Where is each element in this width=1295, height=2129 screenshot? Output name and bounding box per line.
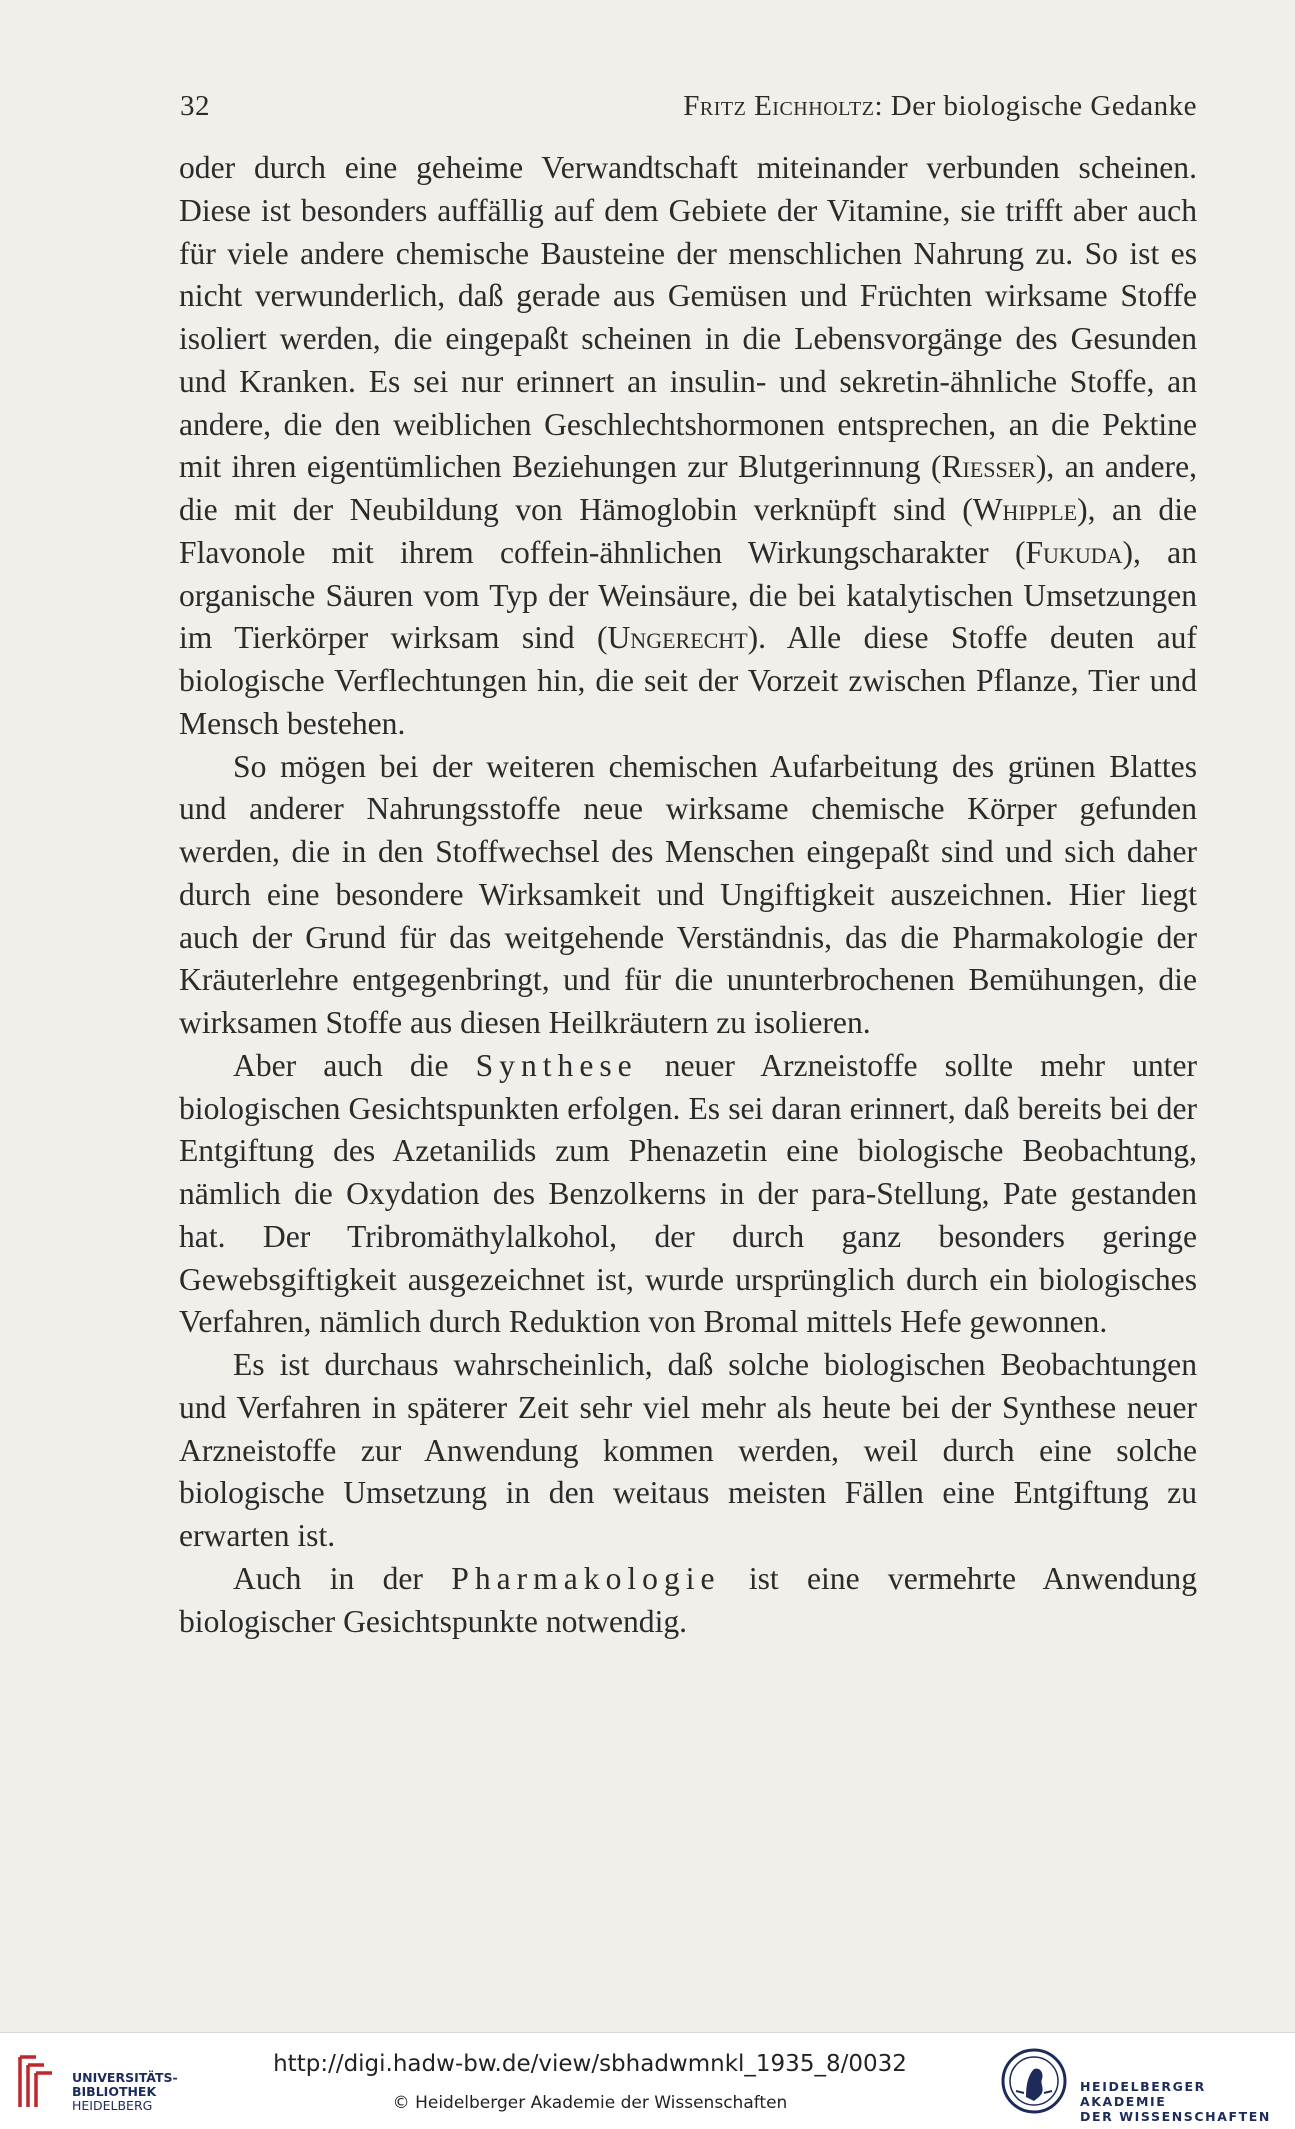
header-author: Fritz Eichholtz [683, 90, 875, 122]
paragraph-4: Es ist durchaus wahrscheinlich, daß solche biologischen Beobachtungen und Verfahren in späterer Zeit sehr viel mehr als heute bei der Synthese neuer Arzneistoffe zur Anwendung kommen werden, weil durch eine solche biologische Umsetzung in den weitaus meisten Fällen eine Entgiftung zu erwarten ist. [179, 1347, 1197, 1553]
text-run: Auch in der [233, 1560, 452, 1596]
library-logo-line: UNIVERSITÄTS- [72, 2070, 178, 2085]
text-run: ist eine vermehrte Anwendung biologischer Gesichtspunkte notwendig. [179, 1560, 1197, 1639]
footer-bar [0, 2032, 1295, 2129]
page-number: 32 [180, 90, 210, 122]
text-run: ). Alle diese Stoffe deuten auf biologische Verflechtungen hin, die seit der Vorzeit zwischen Pflanze, Tier und Mensch bestehen. [179, 620, 1197, 741]
body-text [179, 147, 1197, 1643]
citation-name: Riesser [941, 449, 1036, 485]
emphasized-term: Synthese [475, 1047, 638, 1083]
academy-logo-line: HEIDELBERGER AKADEMIE [1080, 2079, 1206, 2109]
citation-name: Fukuda [1025, 534, 1123, 570]
library-mark-icon [14, 2053, 58, 2111]
emphasized-term: Pharmakologie [451, 1560, 721, 1596]
text-run: Aber auch die [233, 1047, 476, 1083]
paragraph-3 [179, 1045, 1197, 1344]
text-run: neuer Arzneistoffe sollte mehr unter biologischen Gesichtspunkten erfolgen. Es sei daran erinnert, daß bereits bei der Entgiftung des Azetanilids zum Phenazetin eine biologische Beobachtung, nämlich die Oxydation des Benzolkerns in der para-Stellung, Pate gestanden hat. Der Tribromäthylalkohol, der durch ganz besonders geringe Gewebsgiftigkeit ausgezeichnet ist, wurde ursprünglich durch ein biologisches Verfahren, nämlich durch Reduktion von Bromal mittels Hefe gewonnen. [179, 1047, 1197, 1340]
text-run: ), an organische Säuren vom Typ der Weinsäure, die bei katalytischen Umsetzungen im Tierkörper wirksam sind ( [179, 534, 1197, 656]
academy-logo-text [1080, 2079, 1286, 2124]
running-head [180, 90, 1197, 130]
text-run: ), an andere, die mit der Neubildung von Hämoglobin verknüpft sind ( [179, 449, 1197, 527]
library-logo-line: BIBLIOTHEK [72, 2084, 157, 2099]
citation-name: Ungerecht [607, 620, 748, 656]
library-logo-line: HEIDELBERG [72, 2098, 153, 2113]
academy-seal-icon [996, 2045, 1072, 2117]
library-logo-text [72, 2071, 178, 2113]
header-title-rest: : Der biologische Gedanke [874, 90, 1197, 122]
copyright-notice: © Heidelberger Akademie der Wissenschaften [392, 2093, 788, 2113]
text-run: ), an die Flavonole mit ihrem coffein-ähnlichen Wirkungscharakter ( [179, 492, 1197, 570]
academy-logo[interactable] [996, 2045, 1286, 2124]
paragraph-1 [179, 147, 1197, 746]
paragraph-5 [179, 1558, 1197, 1644]
text-run: oder durch eine geheime Verwandtschaft miteinander verbunden scheinen. Diese ist besonders auffällig auf dem Gebiete der Vitamine, sie trifft aber auch für viele andere chemische Bausteine der menschlichen Nahrung zu. So ist es nicht verwunderlich, daß gerade aus Gemüsen und Früchten wirksame Stoffe isoliert werden, die eingepaßt scheinen in die Lebensvorgänge des Gesunden und Kranken. Es sei nur erinnert an insulin- und sekretin-ähnliche Stoffe, an andere, die den weiblichen Geschlechtshormonen entsprechen, an die Pektine mit ihren eigentümlichen Beziehungen zur Blutgerinnung ( [179, 150, 1197, 485]
paragraph-2: So mögen bei der weiteren chemischen Aufarbeitung des grünen Blattes und anderer Nahrungsstoffe neue wirksame chemische Körper gefunden werden, die in den Stoffwechsel des Menschen eingepaßt sind und sich daher durch eine besondere Wirksamkeit und Ungiftigkeit auszeichnen. Hier liegt auch der Grund für das weitgehende Verständnis, das die Pharmakologie der Kräuterlehre entgegenbringt, und für die ununterbrochenen Bemühungen, die wirksamen Stoffe aus diesen Heilkräutern zu isolieren. [179, 748, 1197, 1040]
citation-name: Whipple [972, 492, 1078, 527]
university-library-logo[interactable] [14, 2045, 178, 2117]
source-url-link[interactable]: http://digi.hadw-bw.de/view/sbhadwmnkl_1935_8/0032 [273, 2051, 907, 2077]
academy-logo-line: DER WISSENSCHAFTEN [1080, 2109, 1271, 2124]
header-title [683, 90, 1197, 123]
